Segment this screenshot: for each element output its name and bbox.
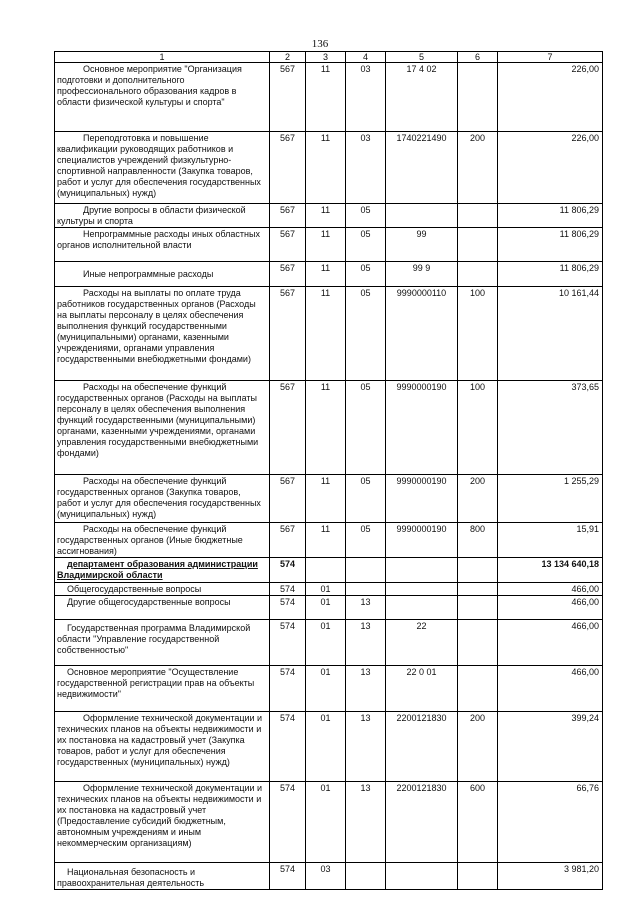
cell-c2: 567 (270, 228, 306, 262)
cell-c2: 574 (270, 712, 306, 782)
table-row (55, 262, 603, 287)
cell-c3: 01 (306, 666, 346, 712)
cell-c7: 466,00 (498, 666, 603, 712)
header-cell: 3 (306, 52, 346, 63)
cell-c3 (306, 558, 346, 583)
cell-c6: 800 (458, 523, 498, 558)
cell-c3: 11 (306, 381, 346, 475)
table-row (55, 381, 603, 475)
cell-c6 (458, 63, 498, 132)
cell-c6: 100 (458, 381, 498, 475)
cell-c4: 05 (346, 204, 386, 228)
cell-c3: 11 (306, 228, 346, 262)
cell-c6 (458, 558, 498, 583)
table-row (55, 287, 603, 381)
row-name: Оформление технической документации и технических планов на объекты недвижимости и их постановка на кадастровый учет (Предоставление субсидий бюджетным, автономным учреждениям и иным некоммерческим организациям) (57, 783, 263, 848)
budget-table (54, 51, 603, 890)
cell-c5 (386, 583, 458, 596)
cell-c7: 3 981,20 (498, 863, 603, 890)
table-row (55, 523, 603, 558)
cell-c2: 567 (270, 132, 306, 204)
table-row (55, 558, 603, 583)
header-cell: 5 (386, 52, 458, 63)
row-name: Переподготовка и повышение квалификации руководящих работников и специалистов учреждений физкультурно-спортивной направленности (Закупка товаров, работ и услуг для обеспечения государственных (муниципальных) нужд) (57, 133, 261, 198)
cell-c3: 11 (306, 287, 346, 381)
cell-c7: 11 806,29 (498, 204, 603, 228)
cell-c7: 15,91 (498, 523, 603, 558)
page-number: 136 (311, 38, 329, 50)
cell-c5 (386, 204, 458, 228)
table-row (55, 596, 603, 620)
cell-c6 (458, 596, 498, 620)
cell-c6 (458, 666, 498, 712)
cell-c7: 11 806,29 (498, 262, 603, 287)
cell-c2: 567 (270, 262, 306, 287)
header-cell: 4 (346, 52, 386, 63)
cell-c4: 13 (346, 596, 386, 620)
table-row (55, 132, 603, 204)
cell-c2: 574 (270, 620, 306, 666)
row-name: Национальная безопасность и правоохранительная деятельность (57, 867, 205, 888)
cell-c2: 567 (270, 475, 306, 523)
cell-c7: 466,00 (498, 583, 603, 596)
cell-c4: 05 (346, 287, 386, 381)
cell-c4: 13 (346, 712, 386, 782)
cell-c5: 9990000110 (386, 287, 458, 381)
cell-c7: 11 806,29 (498, 228, 603, 262)
cell-c6: 100 (458, 287, 498, 381)
table-row (55, 63, 603, 132)
row-name: Непрограммные расходы иных областных органов исполнительной власти (57, 229, 260, 250)
cell-c3: 11 (306, 204, 346, 228)
row-name: Другие вопросы в области физической культуры и спорта (57, 205, 246, 226)
table-row (55, 475, 603, 523)
cell-c6: 200 (458, 712, 498, 782)
cell-c7: 226,00 (498, 132, 603, 204)
cell-c4 (346, 558, 386, 583)
cell-c7: 66,76 (498, 782, 603, 863)
cell-c2: 574 (270, 782, 306, 863)
table-row (55, 204, 603, 228)
cell-c3: 11 (306, 475, 346, 523)
cell-c6: 200 (458, 475, 498, 523)
cell-c3: 11 (306, 132, 346, 204)
header-cell: 1 (55, 52, 270, 63)
cell-c4: 05 (346, 381, 386, 475)
cell-c3: 01 (306, 712, 346, 782)
cell-c2: 574 (270, 666, 306, 712)
row-name: Иные непрограммные расходы (83, 269, 214, 279)
cell-c2: 567 (270, 63, 306, 132)
cell-c3: 11 (306, 523, 346, 558)
cell-c4: 13 (346, 666, 386, 712)
cell-c6: 600 (458, 782, 498, 863)
cell-c7: 466,00 (498, 620, 603, 666)
cell-c6 (458, 620, 498, 666)
cell-c5 (386, 558, 458, 583)
row-name: Государственная программа Владимирской области "Управление государственной собственностью" (57, 623, 251, 655)
row-name: Расходы на обеспечение функций государственных органов (Иные бюджетные ассигнования) (57, 524, 243, 556)
cell-c4: 05 (346, 523, 386, 558)
cell-c2: 567 (270, 381, 306, 475)
cell-c7: 13 134 640,18 (498, 558, 603, 583)
cell-c2: 574 (270, 863, 306, 890)
cell-c5: 9990000190 (386, 381, 458, 475)
row-name: Основное мероприятие "Осуществление государственной регистрации прав на объекты недвижимости" (57, 667, 255, 699)
header-cell: 7 (498, 52, 603, 63)
cell-c6 (458, 204, 498, 228)
cell-c5: 17 4 02 (386, 63, 458, 132)
cell-c6: 200 (458, 132, 498, 204)
cell-c5: 99 (386, 228, 458, 262)
cell-c5: 99 9 (386, 262, 458, 287)
cell-c6 (458, 228, 498, 262)
row-name: Оформление технической документации и технических планов на объекты недвижимости и их постановка на кадастровый учет (Закупка товаров, работ и услуг для обеспечения государственных (муниципальных) нужд) (57, 713, 263, 767)
cell-c4 (346, 583, 386, 596)
cell-c4: 03 (346, 132, 386, 204)
cell-c2: 567 (270, 287, 306, 381)
cell-c5: 1740221490 (386, 132, 458, 204)
cell-c7: 226,00 (498, 63, 603, 132)
row-name: Расходы на обеспечение функций государственных органов (Расходы на выплаты персоналу в целях обеспечения выполнения функций государственными (муниципальными) органами, казенными учреждениями, органами управления государственными внебюджетными фондами) (57, 382, 259, 458)
cell-c3: 11 (306, 63, 346, 132)
cell-c3: 11 (306, 262, 346, 287)
table-row (55, 228, 603, 262)
cell-c5: 9990000190 (386, 475, 458, 523)
cell-c4: 03 (346, 63, 386, 132)
header-cell: 6 (458, 52, 498, 63)
cell-c5: 22 (386, 620, 458, 666)
header-cell: 2 (270, 52, 306, 63)
table-row (55, 666, 603, 712)
cell-c6 (458, 262, 498, 287)
table-row (55, 863, 603, 890)
cell-c3: 01 (306, 620, 346, 666)
table-header-row (55, 52, 603, 63)
cell-c2: 574 (270, 558, 306, 583)
cell-c5: 2200121830 (386, 712, 458, 782)
table-row (55, 620, 603, 666)
cell-c7: 10 161,44 (498, 287, 603, 381)
cell-c3: 01 (306, 583, 346, 596)
cell-c4: 05 (346, 262, 386, 287)
cell-c3: 03 (306, 863, 346, 890)
cell-c5: 2200121830 (386, 782, 458, 863)
table-row (55, 712, 603, 782)
cell-c2: 574 (270, 596, 306, 620)
cell-c4: 13 (346, 620, 386, 666)
cell-c3: 01 (306, 782, 346, 863)
row-name: департамент образования администрации Владимирской области (57, 559, 258, 580)
cell-c3: 01 (306, 596, 346, 620)
table-row (55, 782, 603, 863)
cell-c5: 9990000190 (386, 523, 458, 558)
cell-c2: 567 (270, 523, 306, 558)
cell-c7: 1 255,29 (498, 475, 603, 523)
row-name: Другие общегосударственные вопросы (67, 597, 231, 607)
cell-c5 (386, 596, 458, 620)
cell-c4: 05 (346, 475, 386, 523)
cell-c7: 466,00 (498, 596, 603, 620)
cell-c4: 05 (346, 228, 386, 262)
row-name: Основное мероприятие "Организация подготовки и дополнительного профессионального образования кадров в области физической культуры и спорта" (57, 64, 242, 107)
row-name: Расходы на обеспечение функций государственных органов (Закупка товаров, работ и услуг для обеспечения государственных (муниципальных) нужд) (57, 476, 261, 519)
cell-c7: 373,65 (498, 381, 603, 475)
cell-c6 (458, 583, 498, 596)
cell-c2: 567 (270, 204, 306, 228)
row-name: Расходы на выплаты по оплате труда работников государственных органов (Расходы на выплаты персоналу в целях обеспечения выполнения функций государственными (муниципальными) органами, казенными учреждениями, органами управления государственными внебюджетными фондами) (57, 288, 256, 364)
row-name: Общегосударственные вопросы (67, 584, 202, 594)
cell-c5: 22 0 01 (386, 666, 458, 712)
table-row (55, 583, 603, 596)
cell-c2: 574 (270, 583, 306, 596)
cell-c5 (386, 863, 458, 890)
cell-c4: 13 (346, 782, 386, 863)
cell-c6 (458, 863, 498, 890)
cell-c7: 399,24 (498, 712, 603, 782)
cell-c4 (346, 863, 386, 890)
